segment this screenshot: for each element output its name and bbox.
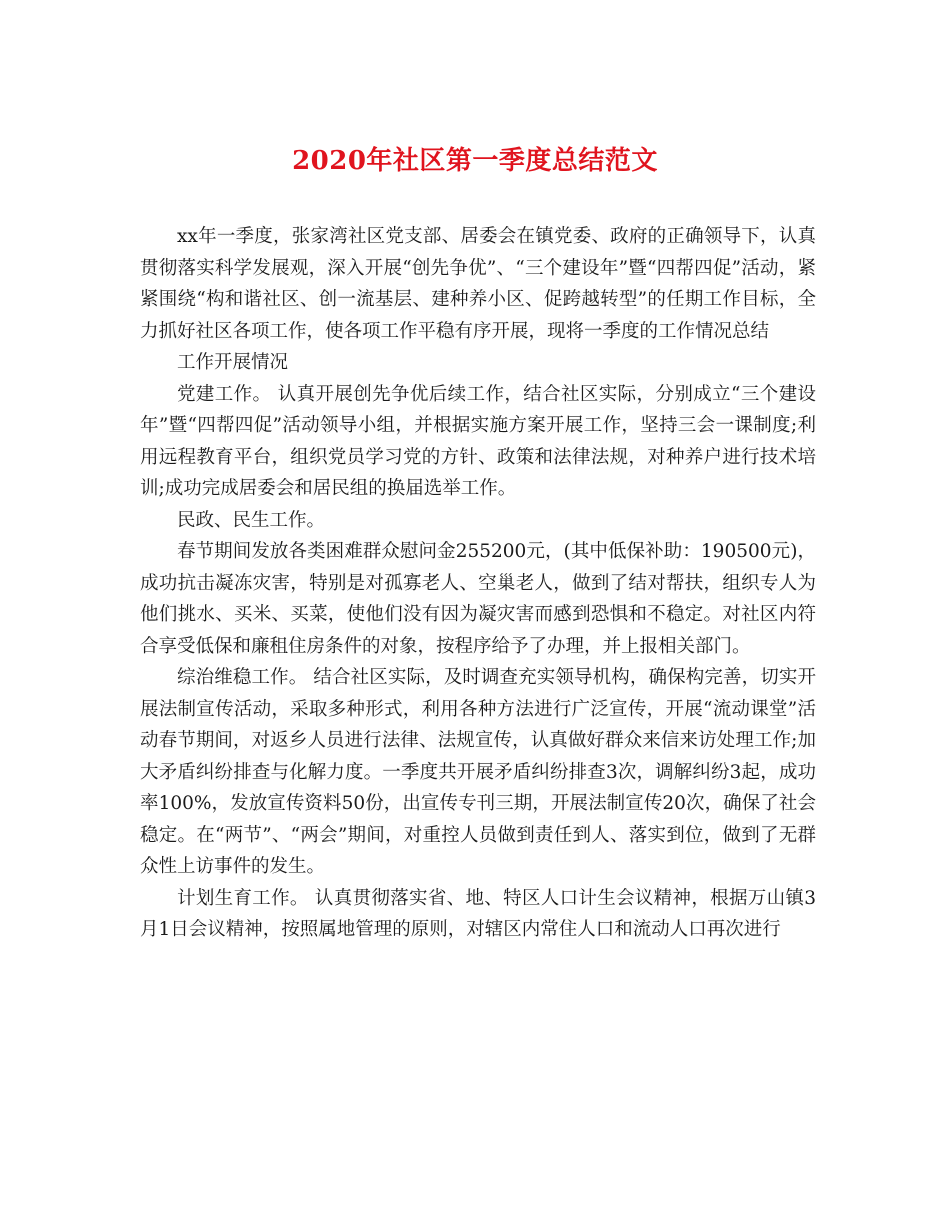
- document-body: [140, 221, 816, 946]
- paragraph-civil-affairs: 春节期间发放各类困难群众慰问金255200元，(其中低保补助：190500元)，成功抗击凝冻灾害，特别是对孤寡老人、空巢老人，做到了结对帮扶，组织专人为他们挑水、买米、买菜，使他们没有因为凝灾害而感到恐惧和不稳定。对社区内符合享受低保和廉租住房条件的对象，按程序给予了办理，并上报相关部门。: [140, 541, 816, 657]
- document-title: 2020年社区第一季度总结范文: [292, 146, 658, 176]
- section-heading-work-status: 工作开展情况: [177, 352, 289, 373]
- paragraph-party-building: 党建工作。 认真开展创先争优后续工作，结合社区实际，分别成立“三个建设年”暨“四帮四促”活动领导小组，并根据实施方案开展工作，坚持三会一课制度;利用远程教育平台，组织党员学习党的方针、政策和法律法规，对种养户进行技术培训;成功完成居委会和居民组的换届选举工作。: [140, 383, 816, 499]
- paragraph-stability: 综治维稳工作。 结合社区实际，及时调查充实领导机构，确保构完善，切实开展法制宣传活动，采取多种形式，利用各种方法进行广泛宣传，开展“流动课堂”活动春节期间，对返乡人员进行法律、法规宣传，认真做好群众来信来访处理工作;加大矛盾纠纷排查与化解力度。一季度共开展矛盾纠纷排查3次，调解纠纷3起，成功率100%，发放宣传资料50份，出宣传专刊三期，开展法制宣传20次，确保了社会稳定。在“两节”、“两会”期间，对重控人员做到责任到人、落实到位，做到了无群众性上访事件的发生。: [140, 667, 816, 877]
- paragraph-family-planning: 计划生育工作。 认真贯彻落实省、地、特区人口计生会议精神，根据万山镇3月1日会议精神，按照属地管理的原则，对辖区内常住人口和流动人口再次进行: [140, 887, 816, 940]
- section-heading-civil-affairs: 民政、民生工作。: [177, 509, 326, 531]
- paragraph-intro: xx年一季度，张家湾社区党支部、居委会在镇党委、政府的正确领导下，认真贯彻落实科学发展观，深入开展“创先争优”、“三个建设年”暨“四帮四促”活动，紧紧围绕“构和谐社区、创一流基层、建种养小区、促跨越转型”的任期工作目标，全力抓好社区各项工作，使各项工作平稳有序开展，现将一季度的工作情况总结: [140, 226, 816, 342]
